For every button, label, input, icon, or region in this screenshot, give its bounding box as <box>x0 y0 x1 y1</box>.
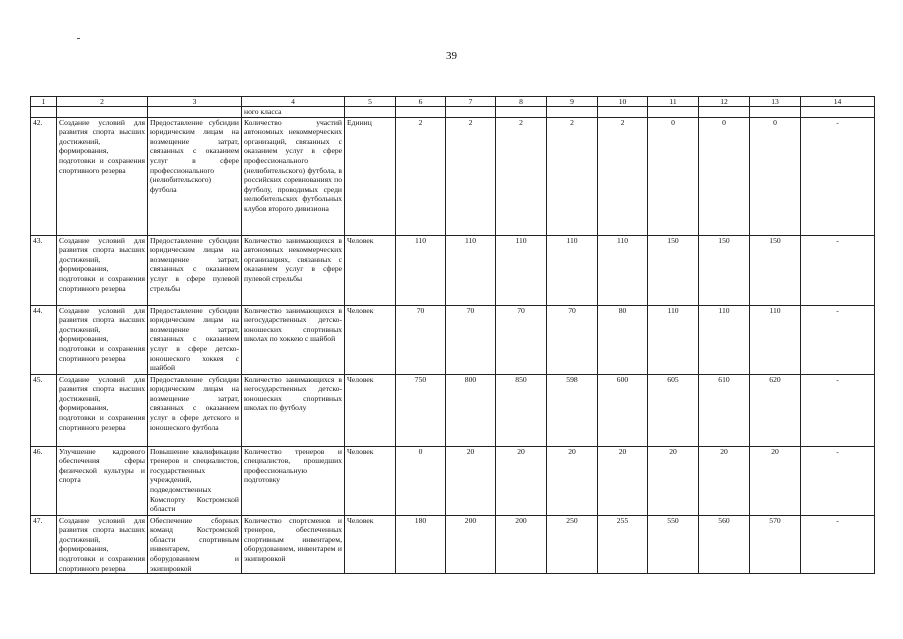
table-body <box>31 97 875 574</box>
unit-cell: Человек <box>345 235 396 305</box>
measure-cell: Обеспечение сборных команд Костромской области спортивным инвентарем, оборудованием и экипировкой <box>148 515 242 574</box>
indicator-cell: Количество участий автономных некоммерческих организаций, связанных с оказанием услуг в сфере профессионального (нелюбительского) футбола, в российских соревнованиях по футболу, проводимых среди нелюбительских футбольных клубов второго дивизиона <box>242 117 345 235</box>
row-number: 44. <box>31 305 57 374</box>
value-cell: 250 <box>547 515 598 574</box>
value-cell: 150 <box>699 235 750 305</box>
value-cell: 20 <box>648 446 699 515</box>
indicator-cell: Количество спортсменов и тренеров, обеспеченных спортивным инвентарем, оборудованием, инвентарем и экипировкой <box>242 515 345 574</box>
goal-cell: Создание условий для развития спорта высших достижений, формирования, подготовки и сохранения спортивного резерва <box>57 305 148 374</box>
value-cell: 70 <box>396 305 446 374</box>
value-cell: 70 <box>547 305 598 374</box>
value-cell: 110 <box>648 305 699 374</box>
value-cell: 2 <box>446 117 496 235</box>
column-number-cell: 3 <box>148 97 242 107</box>
value-cell: 2 <box>547 117 598 235</box>
note-cell: - <box>801 305 875 374</box>
value-cell: 180 <box>396 515 446 574</box>
unit-cell: Человек <box>345 305 396 374</box>
measure-cell: Повышение квалификации тренеров и специалистов, государственных учреждений, подведомственных Комспорту Костромской области <box>148 446 242 515</box>
value-cell: 110 <box>446 235 496 305</box>
value-cell: 70 <box>446 305 496 374</box>
table-row <box>31 374 875 446</box>
column-number-cell: 6 <box>396 97 446 107</box>
value-cell: 20 <box>699 446 750 515</box>
note-cell: - <box>801 374 875 446</box>
value-cell: 110 <box>547 235 598 305</box>
goal-cell: Создание условий для развития спорта высших достижений, формирования, подготовки и сохранения спортивного резерва <box>57 374 148 446</box>
value-cell: 0 <box>648 117 699 235</box>
column-number-cell: 7 <box>446 97 496 107</box>
value-cell: 20 <box>598 446 648 515</box>
column-number-cell: 1 <box>31 97 57 107</box>
value-cell: 2 <box>496 117 547 235</box>
page-number: 39 <box>446 50 457 62</box>
value-cell: 605 <box>648 374 699 446</box>
note-cell: - <box>801 235 875 305</box>
value-cell: 150 <box>648 235 699 305</box>
value-cell: 0 <box>750 117 801 235</box>
value-cell: 150 <box>750 235 801 305</box>
value-cell: 200 <box>446 515 496 574</box>
column-number-cell: 5 <box>345 97 396 107</box>
indicator-cell: Количество занимающихся в автономных некоммерческих организациях, связанных с оказанием услуг в сфере пулевой стрельбы <box>242 235 345 305</box>
row-number: 42. <box>31 117 57 235</box>
table-row <box>31 515 875 574</box>
row-number: 43. <box>31 235 57 305</box>
value-cell: 200 <box>496 515 547 574</box>
value-cell: 800 <box>446 374 496 446</box>
unit-cell: Человек <box>345 374 396 446</box>
value-cell: 2 <box>396 117 446 235</box>
table-row <box>31 235 875 305</box>
unit-cell: Человек <box>345 446 396 515</box>
goal-cell: Создание условий для развития спорта высших достижений, формирования, подготовки и сохранения спортивного резерва <box>57 515 148 574</box>
value-cell: 80 <box>598 305 648 374</box>
indicator-cell: Количество занимающихся в негосударственных детско-юношеских спортивных школах по футболу <box>242 374 345 446</box>
column-number-row <box>31 97 875 107</box>
value-cell: 20 <box>496 446 547 515</box>
column-number-cell: 9 <box>547 97 598 107</box>
value-cell: 570 <box>750 515 801 574</box>
value-cell: 600 <box>598 374 648 446</box>
table-row <box>31 117 875 235</box>
value-cell: 2 <box>598 117 648 235</box>
scan-speck <box>77 38 80 39</box>
measure-cell: Предоставление субсидии юридическим лицам на возмещение затрат, связанных с оказанием услуг в сфере детского и юношеского футбола <box>148 374 242 446</box>
column-number-cell: 12 <box>699 97 750 107</box>
value-cell: 560 <box>699 515 750 574</box>
value-cell: 255 <box>598 515 648 574</box>
column-number-cell: 4 <box>242 97 345 107</box>
row-number: 45. <box>31 374 57 446</box>
value-cell: 110 <box>750 305 801 374</box>
value-cell: 620 <box>750 374 801 446</box>
value-cell: 20 <box>750 446 801 515</box>
value-cell: 610 <box>699 374 750 446</box>
unit-cell: Единиц <box>345 117 396 235</box>
value-cell: 110 <box>496 235 547 305</box>
table-row <box>31 305 875 374</box>
goal-cell: Улучшение кадрового обеспечения сферы физической культуры и спорта <box>57 446 148 515</box>
measure-cell: Предоставление субсидии юридическим лицам на возмещение затрат, связанных с оказанием услуг в сфере детско-юношеского хоккея с шайбой <box>148 305 242 374</box>
measure-cell: Предоставление субсидии юридическим лицам на возмещение затрат, связанных с оказанием услуг в сфере профессионального (нелюбительского) футбола <box>148 117 242 235</box>
continuation-row <box>31 107 875 118</box>
value-cell: 20 <box>547 446 598 515</box>
measure-cell: Предоставление субсидии юридическим лицам на возмещение затрат, связанных с оказанием услуг в сфере пулевой стрельбы <box>148 235 242 305</box>
value-cell: 750 <box>396 374 446 446</box>
note-cell: - <box>801 446 875 515</box>
goal-cell: Создание условий для развития спорта высших достижений, формирования, подготовки и сохранения спортивного резерва <box>57 117 148 235</box>
value-cell: 0 <box>699 117 750 235</box>
value-cell: 850 <box>496 374 547 446</box>
column-number-cell: 13 <box>750 97 801 107</box>
indicator-cell: Количество тренеров и специалистов, прошедших профессиональную подготовку <box>242 446 345 515</box>
value-cell: 110 <box>396 235 446 305</box>
row-number: 46. <box>31 446 57 515</box>
row-number: 47. <box>31 515 57 574</box>
column-number-cell: 8 <box>496 97 547 107</box>
note-cell: - <box>801 515 875 574</box>
column-number-cell: 10 <box>598 97 648 107</box>
value-cell: 20 <box>446 446 496 515</box>
value-cell: 70 <box>496 305 547 374</box>
indicator-cell: Количество занимающихся в негосударственных детско-юношеских спортивных школах по хоккею с шайбой <box>242 305 345 374</box>
column-number-cell: 2 <box>57 97 148 107</box>
table-row <box>31 446 875 515</box>
column-number-cell: 14 <box>801 97 875 107</box>
column-number-cell: 11 <box>648 97 699 107</box>
value-cell: 110 <box>598 235 648 305</box>
goal-cell: Создание условий для развития спорта высших достижений, формирования, подготовки и сохранения спортивного резерва <box>57 235 148 305</box>
continuation-text: ного класса <box>242 107 345 118</box>
value-cell: 110 <box>699 305 750 374</box>
note-cell: - <box>801 117 875 235</box>
unit-cell: Человек <box>345 515 396 574</box>
value-cell: 550 <box>648 515 699 574</box>
indicators-table <box>30 96 875 574</box>
value-cell: 598 <box>547 374 598 446</box>
value-cell: 0 <box>396 446 446 515</box>
